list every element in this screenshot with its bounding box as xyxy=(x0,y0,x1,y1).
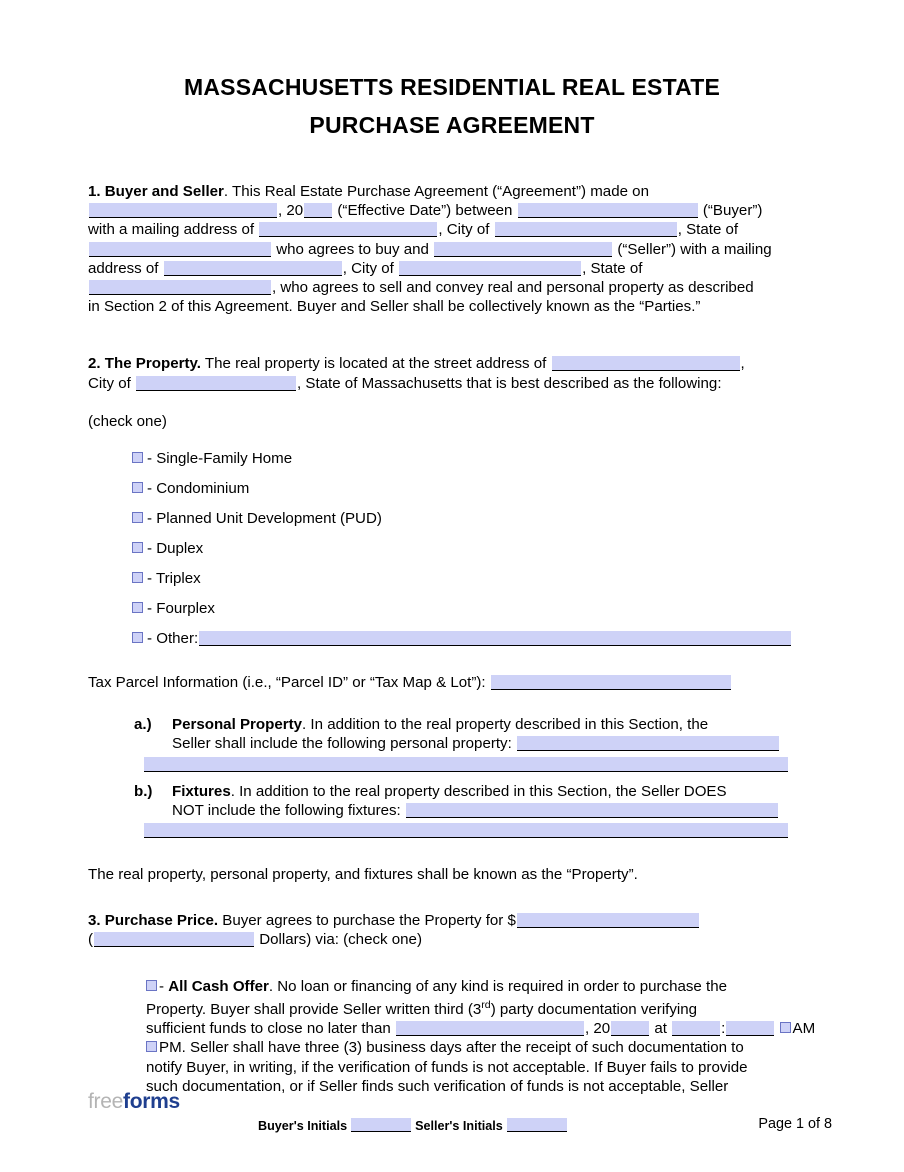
buyer-state-field[interactable] xyxy=(89,242,271,257)
section-3-text-1: Buyer agrees to purchase the Property for $ xyxy=(218,912,516,930)
all-cash-text-3: ) party documentation verifying xyxy=(490,1000,698,1018)
checkbox-icon-pm[interactable] xyxy=(146,1041,157,1052)
seller-name-field[interactable] xyxy=(434,242,612,257)
section-2b-text-2: NOT include the following fixtures: xyxy=(172,801,401,819)
section-1-text-1: . This Real Estate Purchase Agreement (“Agreement”) made on xyxy=(223,183,649,200)
section-2a-text-1: . In addition to the real property described in this Section, the xyxy=(302,716,709,734)
section-2-text-1: The real property is located at the street address of xyxy=(200,355,547,373)
buyer-initials-label: Buyer's Initials xyxy=(258,1119,348,1133)
property-type-option[interactable] xyxy=(132,504,816,534)
property-type-label: - Single-Family Home xyxy=(147,450,293,468)
am-label: AM xyxy=(792,1020,816,1038)
checkbox-icon[interactable] xyxy=(132,482,143,493)
checkbox-icon[interactable] xyxy=(132,632,143,643)
section-1-heading: 1. Buyer and Seller xyxy=(88,183,224,200)
section-2a-text-2: Seller shall include the following personal property: xyxy=(172,735,512,753)
pm-label: PM. Seller shall have three (3) business days after the receipt of such documentation to xyxy=(159,1039,744,1057)
section-1-text-3: (“Effective Date”) between xyxy=(337,202,513,220)
all-cash-offer-paragraph xyxy=(146,977,816,1096)
section-2-text-3: City of xyxy=(88,374,131,392)
fixtures-field-line-2[interactable] xyxy=(144,823,788,838)
all-cash-text-4: sufficient funds to close no later than xyxy=(146,1020,391,1038)
section-1-text-6: , City of xyxy=(438,221,490,239)
section-2b-heading: Fixtures xyxy=(172,782,231,800)
fixtures-field-line-1[interactable] xyxy=(406,803,778,818)
section-3-heading: 3. Purchase Price. xyxy=(88,912,219,930)
section-2b-fixtures xyxy=(134,782,816,838)
all-cash-offer-option xyxy=(146,977,816,1096)
section-2-paragraph xyxy=(88,354,816,392)
property-type-option[interactable] xyxy=(132,444,816,474)
buyer-city-field[interactable] xyxy=(495,222,677,237)
section-1-text-12: , State of xyxy=(582,259,643,277)
personal-property-field-line-1[interactable] xyxy=(517,736,779,751)
purchase-price-words-field[interactable] xyxy=(94,932,254,947)
section-1-text-14: in Section 2 of this Agreement. Buyer and Seller shall be collectively known as the “Parties.” xyxy=(88,298,701,316)
seller-address-field[interactable] xyxy=(164,261,342,276)
closing-hour-field[interactable] xyxy=(672,1021,720,1036)
section-1-text-5: with a mailing address of xyxy=(88,221,255,239)
check-one-instruction: (check one) xyxy=(88,412,167,430)
property-type-label: - Planned Unit Development (PUD) xyxy=(147,510,382,528)
closing-minute-field[interactable] xyxy=(726,1021,774,1036)
property-street-address-field[interactable] xyxy=(552,356,740,371)
section-1-text-13: , who agrees to sell and convey real and personal property as described xyxy=(272,279,754,297)
logo-text-free: free xyxy=(88,1090,123,1113)
effective-year-field[interactable] xyxy=(304,203,332,218)
sub-item-marker-a: a.) xyxy=(134,716,152,734)
section-2-text-4: , State of Massachusetts that is best described as the following: xyxy=(296,374,722,392)
property-type-option[interactable] xyxy=(132,534,816,564)
property-type-list xyxy=(88,444,816,654)
title-line-1: MASSACHUSETTS RESIDENTIAL REAL ESTATE xyxy=(183,74,721,100)
property-type-label: - Fourplex xyxy=(147,600,215,618)
section-2-heading: 2. The Property. xyxy=(88,355,201,373)
property-type-label: - Duplex xyxy=(147,540,204,558)
section-3-paragraph xyxy=(88,911,816,949)
all-cash-text-8: notify Buyer, in writing, if the verification of funds is not acceptable. If Buyer fails to provide xyxy=(146,1058,748,1076)
all-cash-text-6: at xyxy=(654,1020,667,1038)
property-type-option[interactable] xyxy=(132,594,816,624)
property-type-label: - Condominium xyxy=(147,480,250,498)
initials-row xyxy=(258,1118,571,1133)
all-cash-text-1: . No loan or financing of any kind is required in order to purchase the xyxy=(268,977,728,995)
section-1-text-2: , 20 xyxy=(278,202,304,220)
property-type-label: - Triplex xyxy=(147,570,201,588)
tax-parcel-field[interactable] xyxy=(491,675,731,690)
section-2a-personal-property xyxy=(134,715,816,771)
section-2-closing-sentence: The real property, personal property, and fixtures shall be known as the “Property”. xyxy=(88,866,638,884)
seller-city-field[interactable] xyxy=(399,261,581,276)
buyer-name-field[interactable] xyxy=(518,203,698,218)
section-1-text-10: address of xyxy=(88,259,159,277)
closing-year-field[interactable] xyxy=(611,1021,649,1036)
property-type-option[interactable] xyxy=(132,564,816,594)
seller-initials-label: Seller's Initials xyxy=(415,1119,503,1133)
logo-text-forms: forms xyxy=(123,1090,180,1113)
all-cash-text-9: such documentation, or if Seller finds such verification of funds is not acceptable, Seller xyxy=(146,1077,729,1095)
property-type-other-field[interactable] xyxy=(199,631,791,646)
buyer-address-field[interactable] xyxy=(259,222,437,237)
section-1-buyer-and-seller xyxy=(88,182,816,316)
tax-parcel-row xyxy=(88,673,816,692)
buyer-initials-field[interactable] xyxy=(351,1118,411,1132)
section-2-the-property xyxy=(88,354,816,884)
section-2-text-2: , xyxy=(740,355,745,373)
property-type-label: - Other: xyxy=(147,630,199,648)
document-title xyxy=(0,0,904,144)
section-3-purchase-price xyxy=(88,911,816,1096)
effective-date-field[interactable] xyxy=(89,203,277,218)
checkbox-icon[interactable] xyxy=(132,512,143,523)
page-number: Page 1 of 8 xyxy=(758,1116,832,1132)
all-cash-text-5: , 20 xyxy=(584,1020,611,1038)
checkbox-icon[interactable] xyxy=(132,572,143,583)
checkbox-icon-am[interactable] xyxy=(780,1022,791,1033)
checkbox-icon[interactable] xyxy=(132,602,143,613)
section-2a-heading: Personal Property xyxy=(172,716,303,734)
sub-item-marker-b: b.) xyxy=(134,782,153,800)
page-footer xyxy=(0,1090,904,1136)
all-cash-dash: - xyxy=(159,977,169,995)
section-1-text-11: , City of xyxy=(342,259,394,277)
section-1-text-4: (“Buyer”) xyxy=(702,202,763,220)
section-1-text-8: who agrees to buy and xyxy=(276,240,429,258)
property-city-field[interactable] xyxy=(136,376,296,391)
section-2b-text-1: . In addition to the real property described in this Section, the Seller DOES xyxy=(230,782,727,800)
section-1-paragraph xyxy=(88,182,816,316)
checkbox-icon[interactable] xyxy=(132,542,143,553)
closing-date-field[interactable] xyxy=(396,1021,584,1036)
seller-state-field[interactable] xyxy=(89,280,271,295)
property-type-option-other[interactable] xyxy=(132,624,816,654)
purchase-price-field[interactable] xyxy=(517,913,699,928)
personal-property-field-line-2[interactable] xyxy=(144,757,788,772)
all-cash-text-7: : xyxy=(721,1020,726,1038)
section-1-text-9: (“Seller”) with a mailing xyxy=(617,240,772,258)
tax-parcel-label: Tax Parcel Information (i.e., “Parcel ID” or “Tax Map & Lot”): xyxy=(88,674,486,692)
section-3-text-3: Dollars) via: (check one) xyxy=(259,931,422,949)
section-1-text-7: , State of xyxy=(677,221,739,239)
ordinal-suffix: rd xyxy=(481,998,491,1011)
all-cash-text-2: Property. Buyer shall provide Seller written third (3 xyxy=(146,1000,482,1018)
property-type-option[interactable] xyxy=(132,474,816,504)
freeforms-logo xyxy=(88,1090,180,1114)
checkbox-icon[interactable] xyxy=(146,980,157,991)
title-line-2: PURCHASE AGREEMENT xyxy=(309,112,595,138)
seller-initials-field[interactable] xyxy=(507,1118,567,1132)
section-3-text-2: ( xyxy=(88,931,94,949)
checkbox-icon[interactable] xyxy=(132,452,143,463)
all-cash-offer-heading: All Cash Offer xyxy=(168,977,269,995)
